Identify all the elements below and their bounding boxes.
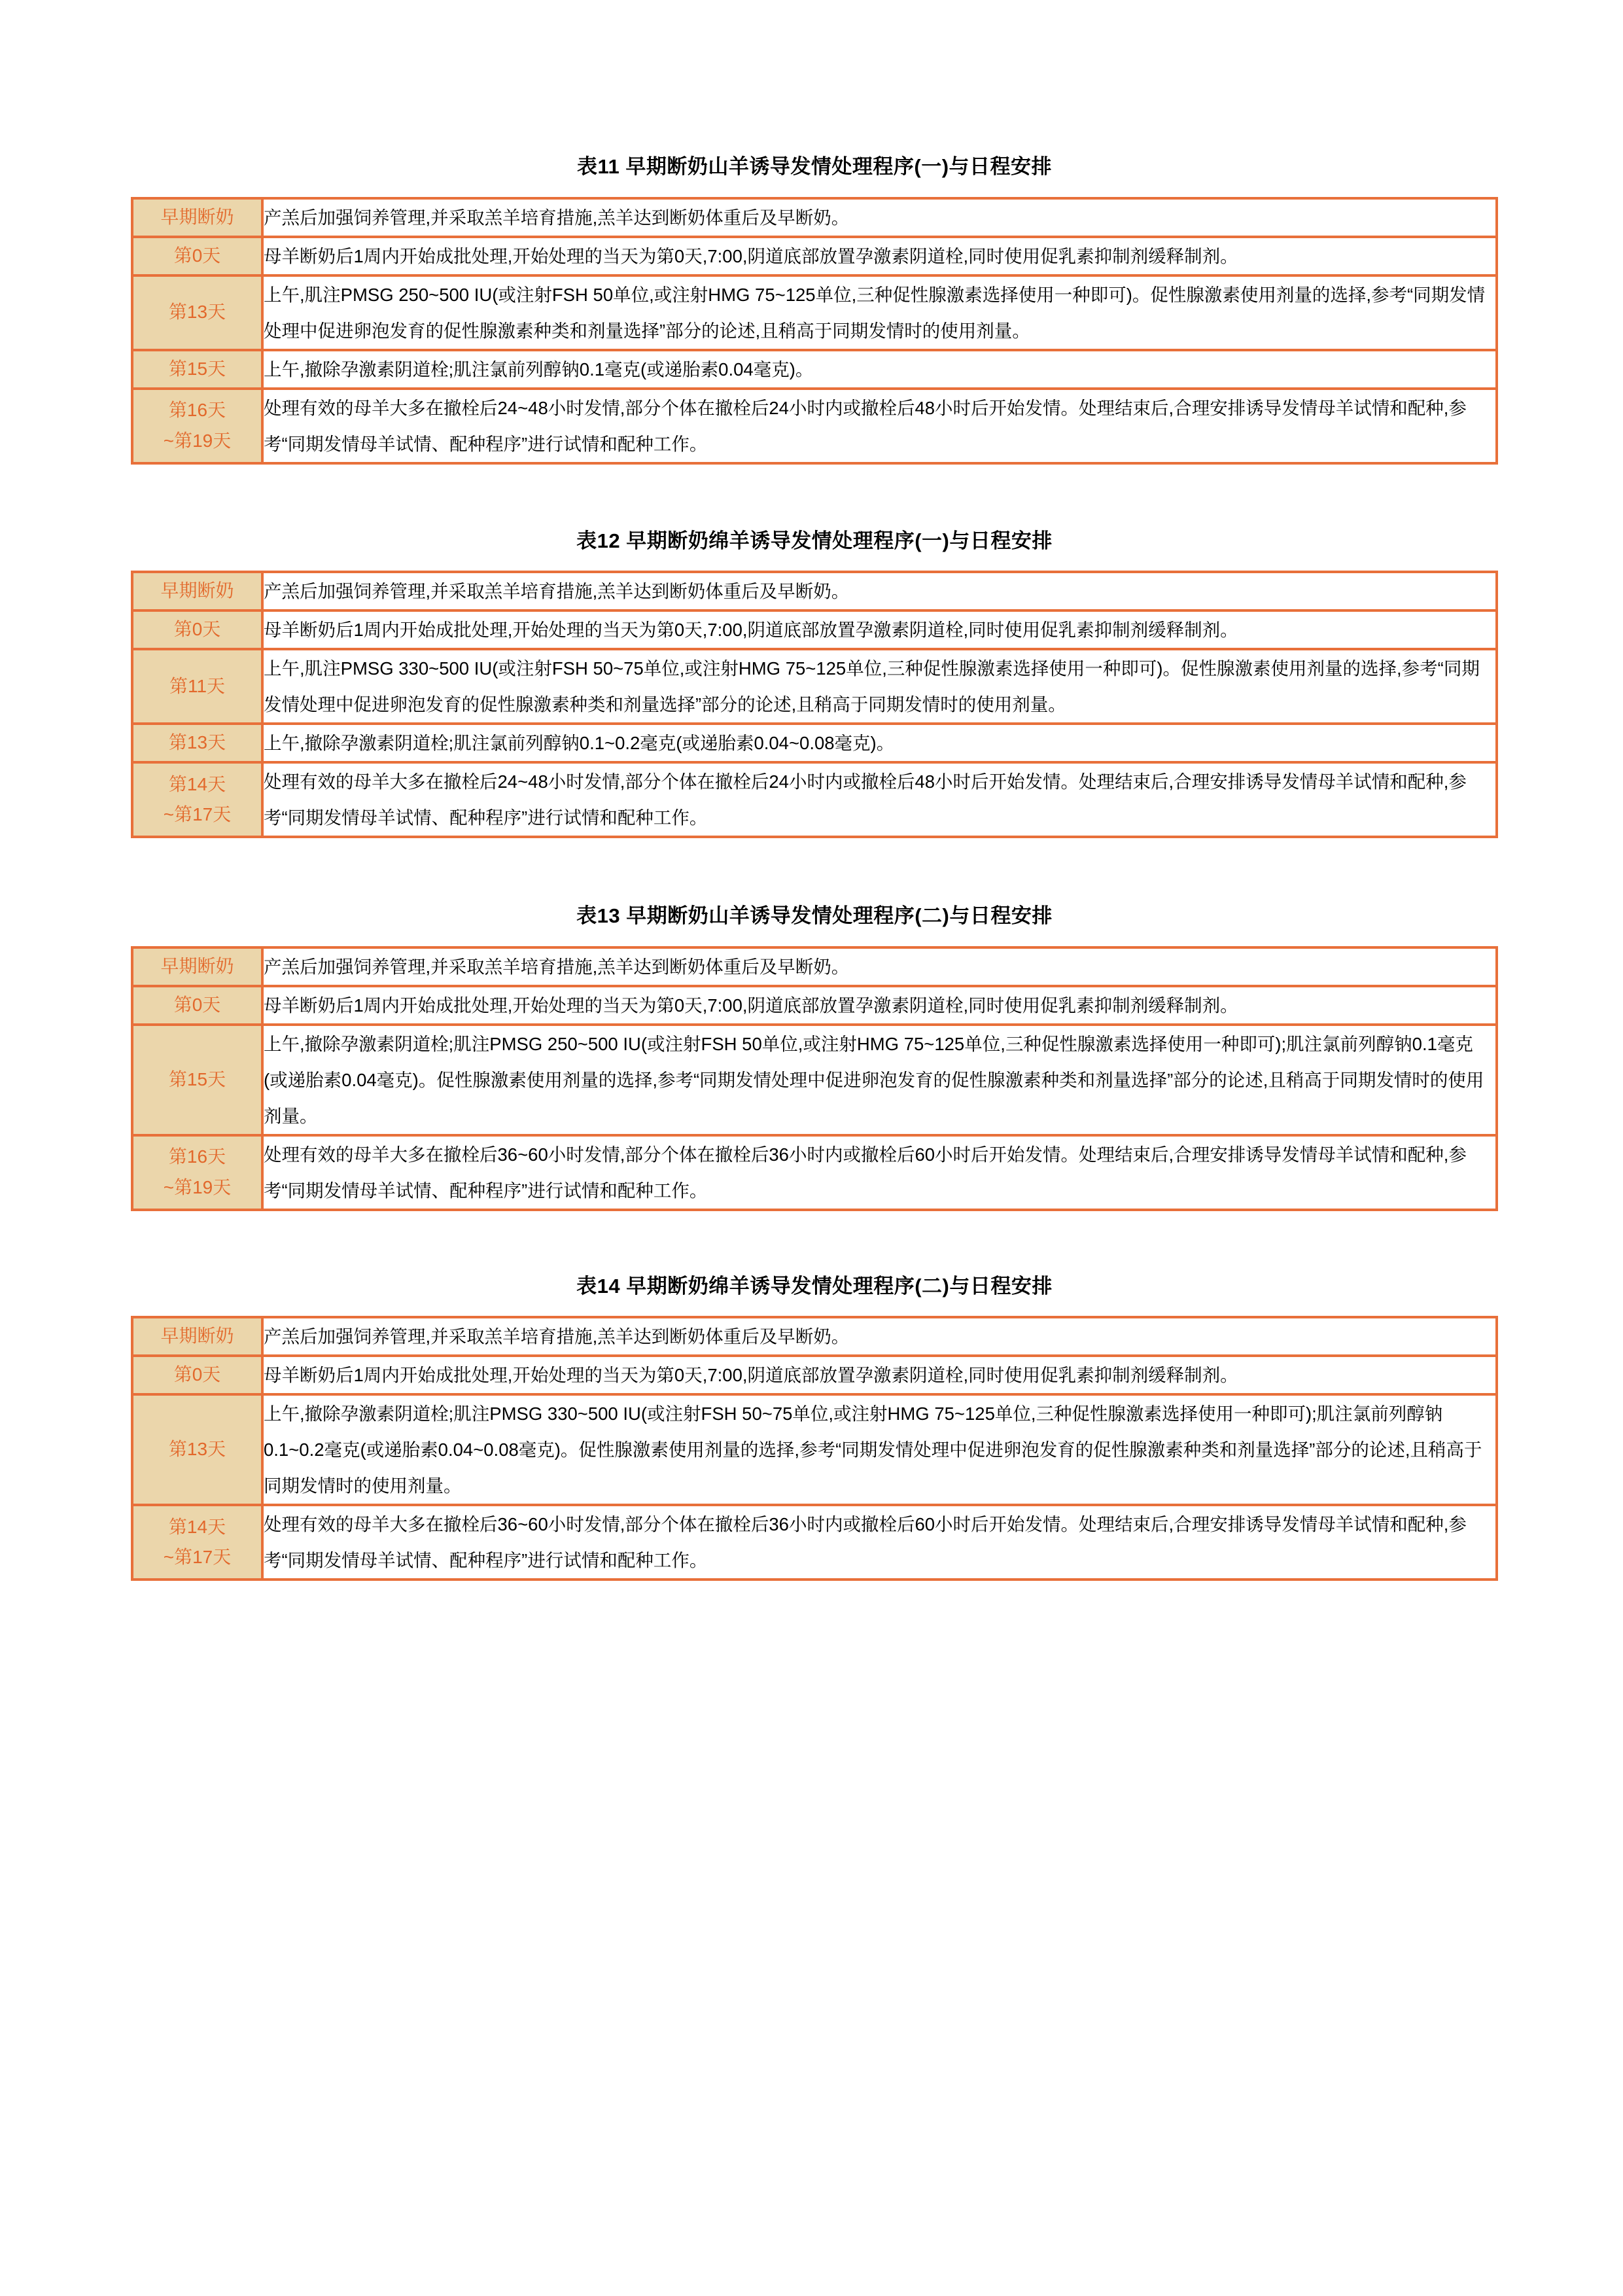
day-description-cell: 产羔后加强饲养管理,并采取羔羊培育措施,羔羊达到断奶体重后及早断奶。 bbox=[262, 1317, 1497, 1356]
table-row bbox=[132, 1505, 1497, 1580]
table-row bbox=[132, 1025, 1497, 1135]
schedule-table-11 bbox=[131, 197, 1498, 465]
table-title-13: 表13 早期断奶山羊诱导发情处理程序(二)与日程安排 bbox=[576, 904, 1053, 927]
day-description-cell: 上午,撤除孕激素阴道栓;肌注氯前列醇钠0.1毫克(或递胎素0.04毫克)。 bbox=[262, 350, 1497, 389]
table-row bbox=[132, 350, 1497, 389]
day-label-line2: ~第19天 bbox=[163, 1176, 232, 1197]
day-label-cell bbox=[132, 1505, 262, 1580]
day-label-line1: 第16天 bbox=[168, 1146, 226, 1167]
table-title-14: 表14 早期断奶绵羊诱导发情处理程序(二)与日程安排 bbox=[576, 1274, 1053, 1298]
table-row bbox=[132, 389, 1497, 463]
day-label-cell: 第0天 bbox=[132, 1356, 262, 1394]
day-description-cell: 上午,撤除孕激素阴道栓;肌注PMSG 330~500 IU(或注射FSH 50~75单位,或注射HMG 75~125单位,三种促性腺激素选择使用一种即可);肌注氯前列醇钠0.1~0.2毫克(或递胎素0.04~0.08毫克)。促性腺激素使用剂量的选择,参考“同期发情处理中促进卵泡发育的促性腺激素种类和剂量选择”部分的论述,且稍高于同期发情时的使用剂量。 bbox=[262, 1394, 1497, 1505]
page-top-margin bbox=[0, 0, 1623, 152]
day-description-cell: 母羊断奶后1周内开始成批处理,开始处理的当天为第0天,7:00,阴道底部放置孕激素阴道栓,同时使用促乳素抑制剂缓释制剂。 bbox=[262, 237, 1497, 275]
table-row bbox=[132, 724, 1497, 762]
day-description-cell: 母羊断奶后1周内开始成批处理,开始处理的当天为第0天,7:00,阴道底部放置孕激素阴道栓,同时使用促乳素抑制剂缓释制剂。 bbox=[262, 610, 1497, 649]
table-block-13 bbox=[131, 901, 1498, 1211]
day-label-cell: 第0天 bbox=[132, 986, 262, 1025]
day-label-line2: ~第17天 bbox=[163, 1547, 232, 1567]
table-title-11: 表11 早期断奶山羊诱导发情处理程序(一)与日程安排 bbox=[576, 155, 1053, 178]
day-label-line2: ~第17天 bbox=[163, 804, 232, 824]
table-row bbox=[132, 649, 1497, 724]
table-block-11 bbox=[131, 152, 1498, 465]
day-label-line1: 第14天 bbox=[168, 1516, 226, 1537]
day-description-cell: 产羔后加强饲养管理,并采取羔羊培育措施,羔羊达到断奶体重后及早断奶。 bbox=[262, 947, 1497, 986]
schedule-table-14 bbox=[131, 1316, 1498, 1581]
day-description-cell: 上午,撤除孕激素阴道栓;肌注PMSG 250~500 IU(或注射FSH 50单位,或注射HMG 75~125单位,三种促性腺激素选择使用一种即可);肌注氯前列醇钠0.1毫克(或递胎素0.04毫克)。促性腺激素使用剂量的选择,参考“同期发情处理中促进卵泡发育的促性腺激素种类和剂量选择”部分的论述,且稍高于同期发情时的使用剂量。 bbox=[262, 1025, 1497, 1135]
table-row bbox=[132, 198, 1497, 237]
day-label-cell bbox=[132, 389, 262, 463]
table-row bbox=[132, 1356, 1497, 1394]
day-label-cell: 第0天 bbox=[132, 610, 262, 649]
day-label-cell: 早期断奶 bbox=[132, 1317, 262, 1356]
day-description-cell: 母羊断奶后1周内开始成批处理,开始处理的当天为第0天,7:00,阴道底部放置孕激素阴道栓,同时使用促乳素抑制剂缓释制剂。 bbox=[262, 986, 1497, 1025]
day-description-cell: 产羔后加强饲养管理,并采取羔羊培育措施,羔羊达到断奶体重后及早断奶。 bbox=[262, 198, 1497, 237]
day-label-cell bbox=[132, 1135, 262, 1210]
table-row bbox=[132, 1135, 1497, 1210]
day-label-cell: 早期断奶 bbox=[132, 947, 262, 986]
table-gap bbox=[0, 465, 1623, 526]
table-row bbox=[132, 1394, 1497, 1505]
day-label-cell: 早期断奶 bbox=[132, 572, 262, 610]
day-label-line2: ~第19天 bbox=[163, 430, 232, 451]
day-label-cell: 第13天 bbox=[132, 724, 262, 762]
schedule-table-13 bbox=[131, 946, 1498, 1211]
table-title-12: 表12 早期断奶绵羊诱导发情处理程序(一)与日程安排 bbox=[576, 529, 1053, 552]
day-description-cell: 处理有效的母羊大多在撤栓后36~60小时发情,部分个体在撤栓后36小时内或撤栓后60小时后开始发情。处理结束后,合理安排诱导发情母羊试情和配种,参考“同期发情母羊试情、配种程序”进行试情和配种工作。 bbox=[262, 1505, 1497, 1580]
day-label-cell: 早期断奶 bbox=[132, 198, 262, 237]
table-row bbox=[132, 762, 1497, 837]
day-description-cell: 处理有效的母羊大多在撤栓后36~60小时发情,部分个体在撤栓后36小时内或撤栓后60小时后开始发情。处理结束后,合理安排诱导发情母羊试情和配种,参考“同期发情母羊试情、配种程序”进行试情和配种工作。 bbox=[262, 1135, 1497, 1210]
day-label-cell: 第13天 bbox=[132, 275, 262, 350]
day-description-cell: 母羊断奶后1周内开始成批处理,开始处理的当天为第0天,7:00,阴道底部放置孕激素阴道栓,同时使用促乳素抑制剂缓释制剂。 bbox=[262, 1356, 1497, 1394]
schedule-table-12 bbox=[131, 571, 1498, 838]
day-description-cell: 产羔后加强饲养管理,并采取羔羊培育措施,羔羊达到断奶体重后及早断奶。 bbox=[262, 572, 1497, 610]
table-row bbox=[132, 1317, 1497, 1356]
day-label-line1: 第14天 bbox=[168, 773, 226, 794]
day-description-cell: 处理有效的母羊大多在撤栓后24~48小时发情,部分个体在撤栓后24小时内或撤栓后48小时后开始发情。处理结束后,合理安排诱导发情母羊试情和配种,参考“同期发情母羊试情、配种程序”进行试情和配种工作。 bbox=[262, 389, 1497, 463]
table-row bbox=[132, 572, 1497, 610]
table-gap bbox=[0, 838, 1623, 901]
day-label-cell: 第11天 bbox=[132, 649, 262, 724]
table-gap bbox=[0, 1211, 1623, 1271]
table-row bbox=[132, 947, 1497, 986]
day-label-cell bbox=[132, 762, 262, 837]
day-label-cell: 第15天 bbox=[132, 350, 262, 389]
day-description-cell: 上午,肌注PMSG 330~500 IU(或注射FSH 50~75单位,或注射HMG 75~125单位,三种促性腺激素选择使用一种即可)。促性腺激素使用剂量的选择,参考“同期发情处理中促进卵泡发育的促性腺激素种类和剂量选择”部分的论述,且稍高于同期发情时的使用剂量。 bbox=[262, 649, 1497, 724]
day-label-cell: 第15天 bbox=[132, 1025, 262, 1135]
table-block-14 bbox=[131, 1271, 1498, 1581]
day-label-line1: 第16天 bbox=[168, 400, 226, 421]
table-row bbox=[132, 986, 1497, 1025]
day-description-cell: 处理有效的母羊大多在撤栓后24~48小时发情,部分个体在撤栓后24小时内或撤栓后48小时后开始发情。处理结束后,合理安排诱导发情母羊试情和配种,参考“同期发情母羊试情、配种程序”进行试情和配种工作。 bbox=[262, 762, 1497, 837]
table-row bbox=[132, 237, 1497, 275]
day-label-cell: 第13天 bbox=[132, 1394, 262, 1505]
table-row bbox=[132, 610, 1497, 649]
day-description-cell: 上午,撤除孕激素阴道栓;肌注氯前列醇钠0.1~0.2毫克(或递胎素0.04~0.08毫克)。 bbox=[262, 724, 1497, 762]
table-block-12 bbox=[131, 526, 1498, 839]
table-row bbox=[132, 275, 1497, 350]
day-description-cell: 上午,肌注PMSG 250~500 IU(或注射FSH 50单位,或注射HMG 75~125单位,三种促性腺激素选择使用一种即可)。促性腺激素使用剂量的选择,参考“同期发情处理中促进卵泡发育的促性腺激素种类和剂量选择”部分的论述,且稍高于同期发情时的使用剂量。 bbox=[262, 275, 1497, 350]
day-label-cell: 第0天 bbox=[132, 237, 262, 275]
